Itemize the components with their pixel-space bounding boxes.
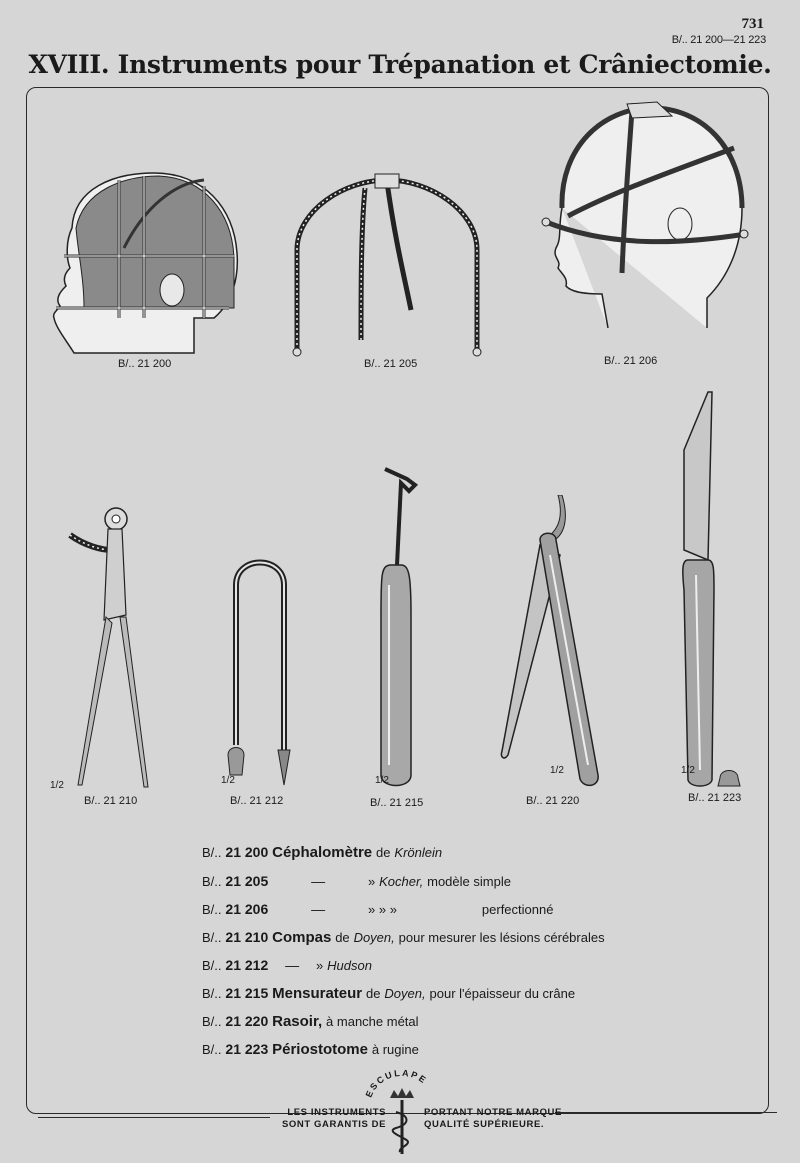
legend-row: B/.. 21 200 Céphalomètre de Krönlein	[202, 844, 443, 861]
footer-rule-right	[555, 1112, 777, 1113]
u-compass-illustration	[220, 545, 300, 790]
cephalometer-improved-illustration	[532, 98, 752, 328]
measuring-gauge-illustration	[375, 465, 425, 795]
figure-label-21205: B/.. 21 205	[364, 358, 418, 370]
legend-row: B/.. 21 223 Périostotome à rugine	[202, 1041, 419, 1058]
page-number: 731	[741, 16, 764, 32]
razor-illustration	[500, 495, 610, 795]
figure-label-21200: B/.. 21 200	[118, 358, 172, 370]
scale-21210: 1/2	[50, 780, 64, 791]
scale-21215: 1/2	[375, 775, 389, 786]
page-title: XVIII. Instruments pour Trépanation et Crâniectomie.	[28, 50, 772, 79]
scale-21212: 1/2	[221, 775, 235, 786]
legend-row: B/.. 21 210 Compas de Doyen, pour mesurer les lésions cérébrales	[202, 929, 605, 946]
footer-rule-left	[38, 1117, 270, 1118]
figure-label-21220: B/.. 21 220	[526, 795, 580, 807]
figure-label-21212: B/.. 21 212	[230, 795, 284, 807]
figure-label-21206: B/.. 21 206	[604, 355, 658, 367]
figure-label-21210: B/.. 21 210	[84, 795, 138, 807]
scale-21220: 1/2	[550, 765, 564, 776]
figure-label-21215: B/.. 21 215	[370, 797, 424, 809]
legend-row: B/.. 21 206 — » » » perfectionné	[202, 901, 554, 917]
svg-text:ESCULAPE: ESCULAPE	[363, 1068, 430, 1099]
legend-row: B/.. 21 212 — » Hudson	[202, 957, 372, 973]
cephalometer-arch-illustration	[285, 170, 490, 360]
reference-range: B/.. 21 200—21 223	[671, 34, 766, 46]
footer-right-text: PORTANT NOTRE MARQUE QUALITÉ SUPÉRIEURE.	[424, 1107, 562, 1130]
legend-row: B/.. 21 205 — » Kocher, modèle simple	[202, 873, 511, 889]
periosteotome-illustration	[678, 390, 748, 790]
cephalometer-head-illustration	[44, 168, 244, 358]
compass-illustration	[64, 505, 154, 790]
figure-label-21223: B/.. 21 223	[688, 792, 742, 804]
footer-left-text: LES INSTRUMENTS SONT GARANTIS DE	[282, 1107, 387, 1130]
legend-row: B/.. 21 220 Rasoir, à manche métal	[202, 1013, 419, 1030]
legend-row: B/.. 21 215 Mensurateur de Doyen, pour l'épaisseur du crâne	[202, 985, 576, 1002]
esculape-logo	[362, 1068, 442, 1158]
scale-21223: 1/2	[681, 765, 695, 776]
